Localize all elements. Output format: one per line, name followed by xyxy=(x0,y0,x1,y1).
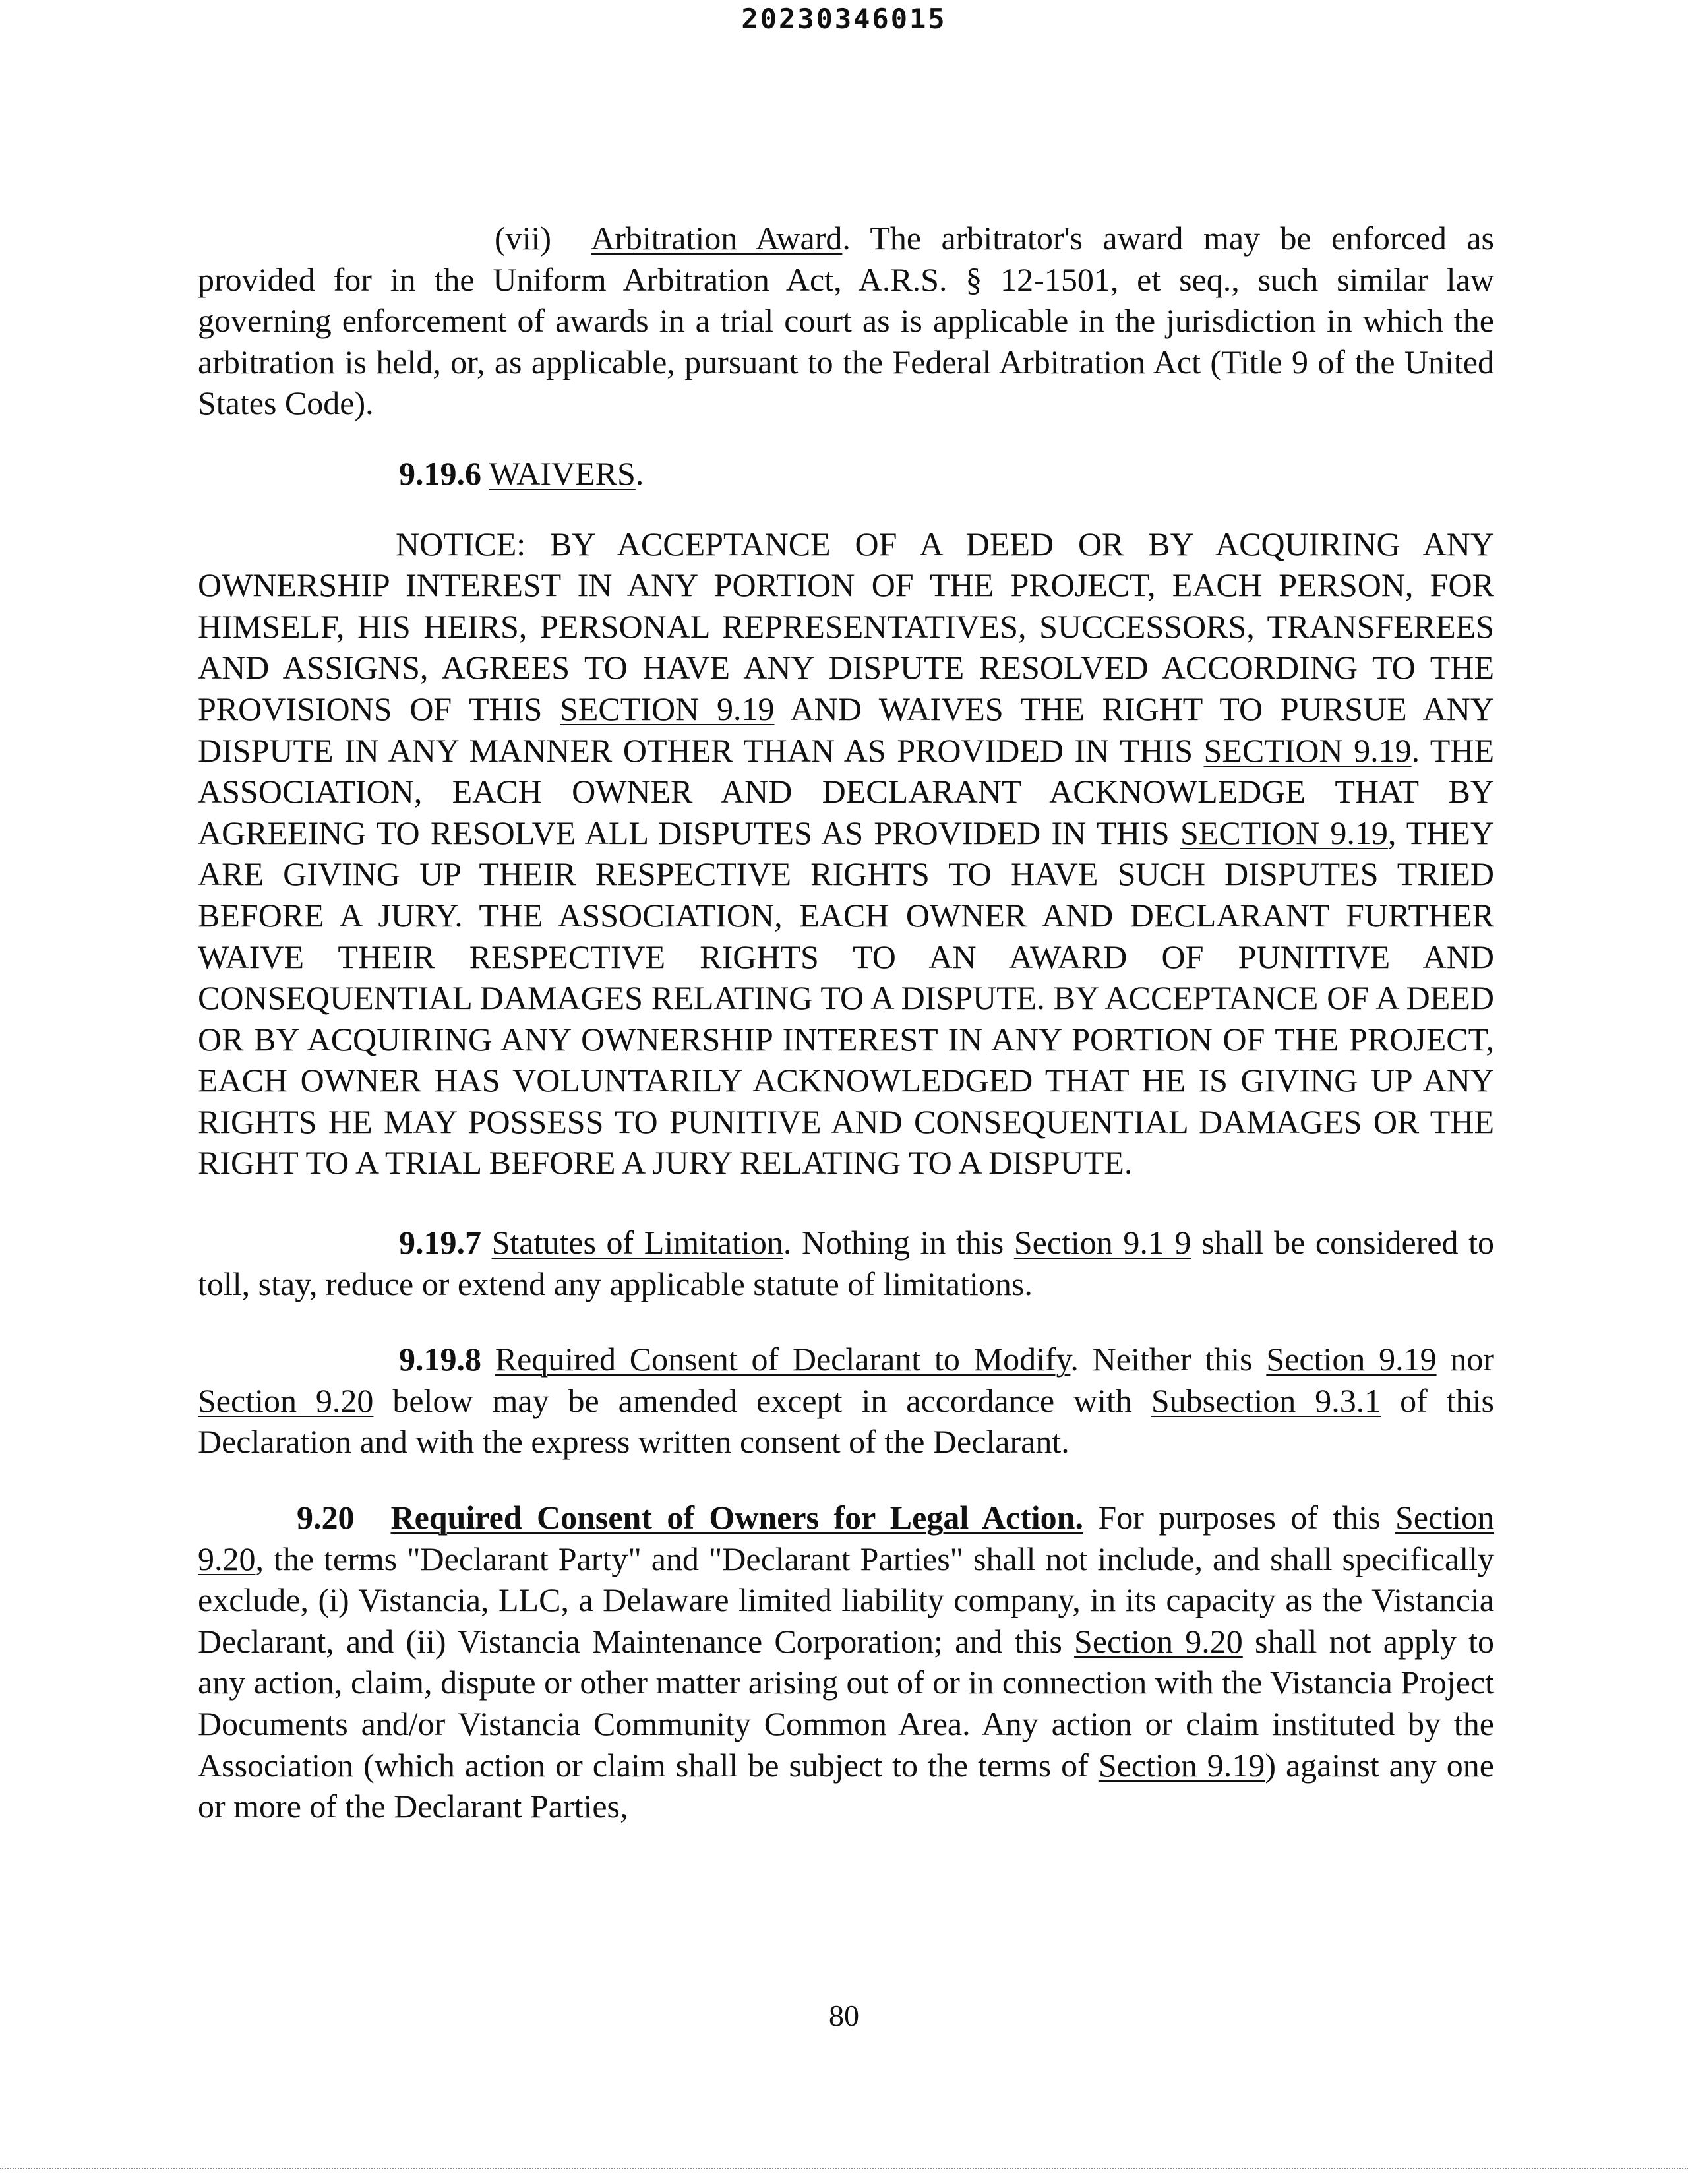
owners-consent-text-4: ) against any one or more of the Declarant Parties, xyxy=(198,1746,1494,1825)
arbitration-award-number: (vii) xyxy=(495,220,552,257)
waivers-title: WAIVERS xyxy=(489,454,636,492)
declarant-consent-paragraph xyxy=(198,1339,1494,1463)
statutes-text-1: . Nothing in this xyxy=(783,1224,1014,1261)
owners-consent-title: Required Consent of Owners for Legal Action. xyxy=(390,1499,1083,1536)
notice-text-2: AND WAIVES THE RIGHT TO PURSUE ANY DISPUTE IN ANY MANNER OTHER THAN AS PROVIDED IN THIS xyxy=(198,690,1494,769)
owners-consent-text-3: shall not apply to any action, claim, dispute or other matter arising out of or in connection with the Vistancia Project Documents and/or Vistancia Community Common Area. Any action or claim instituted by the Association (which action or claim shall be subject to the terms of xyxy=(198,1622,1494,1784)
declarant-consent-title: Required Consent of Declarant to Modify xyxy=(495,1341,1071,1378)
notice-paragraph xyxy=(198,524,1494,1184)
footer-dotted-rule xyxy=(0,2168,1688,2169)
declarant-consent-ref-1: Section 9.19 xyxy=(1266,1341,1437,1378)
statutes-paragraph xyxy=(198,1222,1494,1304)
page-number: 80 xyxy=(829,1999,859,2032)
notice-section-ref-3: SECTION 9.19 xyxy=(1180,814,1388,851)
arbitration-award-title: Arbitration Award xyxy=(591,220,843,257)
notice-text-1: NOTICE: BY ACCEPTANCE OF A DEED OR BY ACQUIRING ANY OWNERSHIP INTEREST IN ANY PORTION OF THE PROJECT, EACH PERSON, FOR HIMSELF, HIS HEIRS, PERSONAL REPRESENTATIVES, SUCCESSORS, TRANSFEREES AND ASSIGNS, AGREES TO HAVE ANY DISPUTE RESOLVED ACCORDING TO THE PROVISIONS OF THIS xyxy=(198,525,1494,727)
waivers-heading xyxy=(198,453,1494,495)
page-body xyxy=(198,218,1494,1827)
arbitration-award-paragraph xyxy=(198,218,1494,424)
waivers-number: 9.19.6 xyxy=(399,454,481,492)
owners-consent-number: 9.20 xyxy=(297,1499,355,1536)
arbitration-award-text: . The arbitrator's award may be enforced as provided for in the Uniform Arbitration Act, A.R.S. § 12-1501, et seq., such similar law governing enforcement of awards in a trial court as is applicable in the jurisdiction in which the arbitration is held, or, as applicable, pursuant to the Federal Arbitration Act (Title 9 of the United States Code). xyxy=(198,220,1494,422)
notice-section-ref-1: SECTION 9.19 xyxy=(560,690,775,727)
statutes-text-2: shall be considered to toll, stay, reduce or extend any applicable statute of limitations. xyxy=(198,1224,1494,1302)
document-number: 20230346015 xyxy=(741,3,947,35)
statutes-section-ref: Section 9.1 9 xyxy=(1013,1224,1191,1261)
notice-text-3: . THE ASSOCIATION, EACH OWNER AND DECLARANT ACKNOWLEDGE THAT BY AGREEING TO RESOLVE ALL DISPUTES AS PROVIDED IN THIS xyxy=(198,731,1494,851)
owners-consent-ref-2: Section 9.20 xyxy=(1074,1622,1243,1660)
statutes-number: 9.19.7 xyxy=(399,1224,481,1261)
owners-consent-ref-1: Section 9.20 xyxy=(198,1499,1495,1577)
declarant-consent-text-4: of this Declaration and with the express written consent of the Declarant. xyxy=(198,1381,1494,1461)
owners-consent-text-2: , the terms "Declarant Party" and "Declarant Parties" shall not include, and shall specifically exclude, (i) Vistancia, LLC, a Delaware limited liability company, in its capacity as the Vistancia Declarant, and (ii) Vistancia Maintenance Corporation; and this xyxy=(198,1540,1494,1660)
owners-consent-ref-3: Section 9.19 xyxy=(1098,1746,1265,1784)
statutes-title: Statutes of Limitation xyxy=(491,1224,783,1261)
declarant-consent-number: 9.19.8 xyxy=(399,1341,481,1378)
notice-text-4: , THEY ARE GIVING UP THEIR RESPECTIVE RIGHTS TO HAVE SUCH DISPUTES TRIED BEFORE A JURY. THE ASSOCIATION, EACH OWNER AND DECLARANT FURTHER WAIVE THEIR RESPECTIVE RIGHTS TO AN AWARD OF PUNITIVE AND CONSEQUENTIAL DAMAGES RELATING TO A DISPUTE. BY ACCEPTANCE OF A DEED OR BY ACQUIRING ANY OWNERSHIP INTEREST IN ANY PORTION OF THE PROJECT, EACH OWNER HAS VOLUNTARILY ACKNOWLEDGED THAT HE IS GIVING UP ANY RIGHTS HE MAY POSSESS TO PUNITIVE AND CONSEQUENTIAL DAMAGES OR THE RIGHT TO A TRIAL BEFORE A JURY RELATING TO A DISPUTE. xyxy=(198,814,1494,1182)
declarant-consent-text-3: below may be amended except in accordance with xyxy=(373,1381,1151,1419)
declarant-consent-text-2: nor xyxy=(1436,1341,1495,1378)
declarant-consent-ref-3: Subsection 9.3.1 xyxy=(1151,1381,1381,1419)
declarant-consent-ref-2: Section 9.20 xyxy=(198,1381,374,1419)
declarant-consent-text-1: . Neither this xyxy=(1070,1341,1267,1378)
owners-consent-paragraph xyxy=(198,1497,1494,1827)
owners-consent-text-1: For purposes of this xyxy=(1083,1499,1396,1536)
notice-section-ref-2: SECTION 9.19 xyxy=(1203,731,1412,769)
waivers-title-suffix: . xyxy=(635,454,644,492)
